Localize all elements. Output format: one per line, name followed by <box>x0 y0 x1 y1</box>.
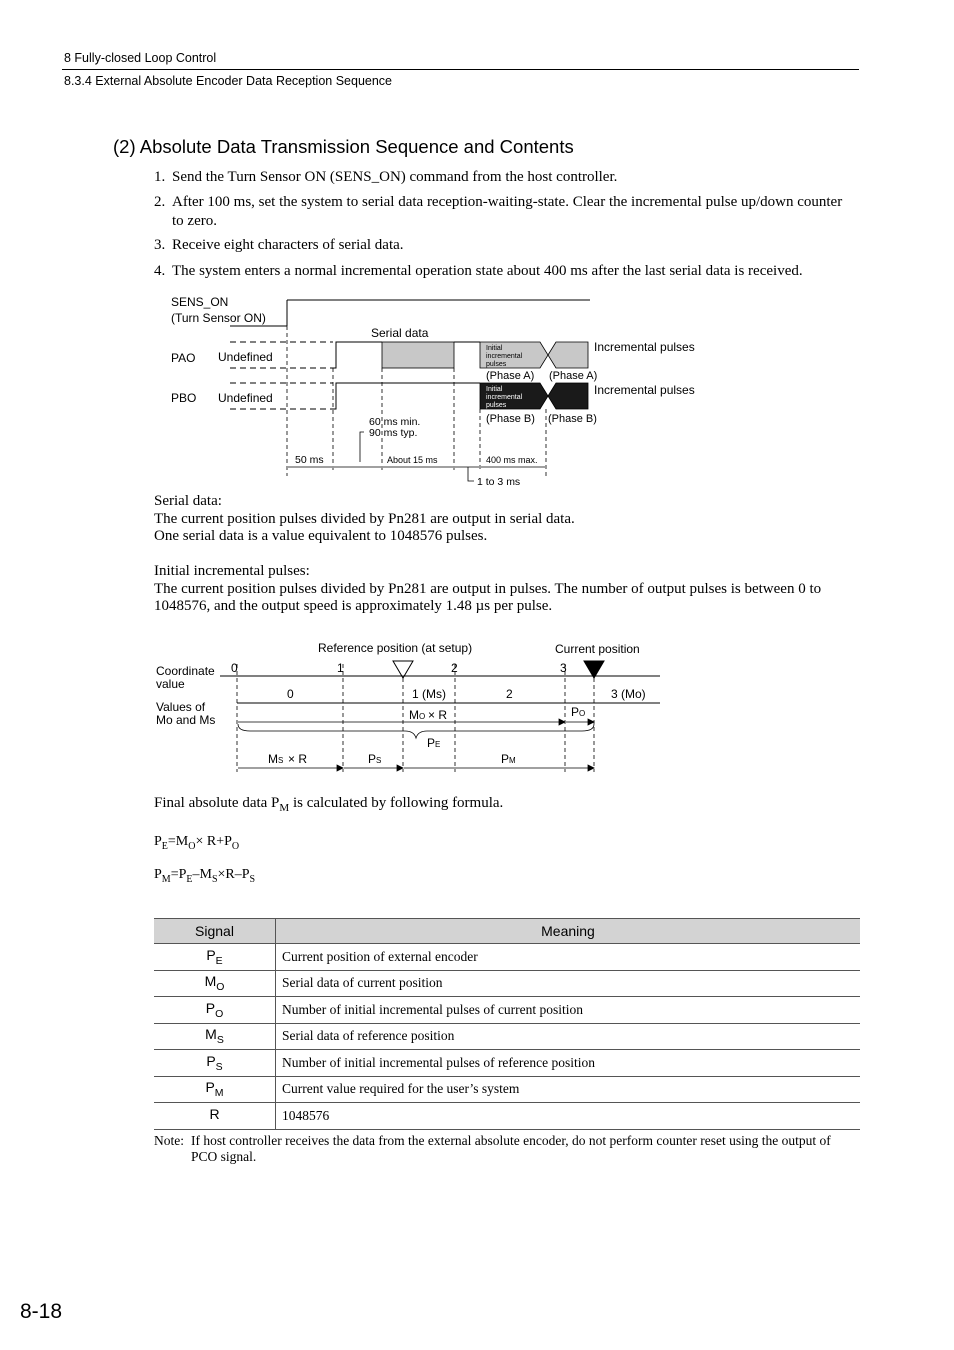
incremental-pulses-a-label: Incremental pulses <box>594 340 695 354</box>
initial-b-text-1: Initial <box>486 386 503 393</box>
step-number: 1. <box>154 169 166 185</box>
coord-3: 3 <box>560 661 567 675</box>
initial-pulses-note <box>154 563 859 616</box>
signal-subscript: M <box>214 1087 224 1100</box>
sens-on-sublabel: (Turn Sensor ON) <box>171 311 266 325</box>
meaning-cell: Number of initial incremental pulses of reference position <box>276 1050 861 1077</box>
table-row <box>154 1050 860 1077</box>
signal-cell <box>154 1023 276 1050</box>
sens-on-label: SENS_ON <box>171 295 229 309</box>
signal-table <box>154 918 860 1130</box>
pm-m: M <box>509 756 516 765</box>
f2-a: P <box>154 867 162 882</box>
signal-symbol: M <box>205 1026 217 1043</box>
ref-position-label: Reference position (at setup) <box>318 641 473 655</box>
ps-p: P <box>368 752 377 766</box>
step-text: After 100 ms, set the system to serial data reception-waiting-state. Clear the incremental pulse up/down counter to zero. <box>172 194 843 229</box>
serial-data-note <box>154 493 859 546</box>
table-row <box>154 944 860 971</box>
mo-r-x: × R <box>428 708 448 722</box>
ms-s: S <box>278 756 284 765</box>
t50-label: 50 ms <box>295 454 324 466</box>
chapter-header: 8 Fully-closed Loop Control <box>64 51 217 65</box>
pe-p: P <box>427 736 436 750</box>
po-p: P <box>571 705 580 719</box>
value-3-mo: 3 (Mo) <box>611 687 646 701</box>
initial-a-text-3: pulses <box>486 361 507 368</box>
pe-e: E <box>435 740 441 749</box>
incremental-pulses-a-block <box>548 342 588 368</box>
value-1-ms: 1 (Ms) <box>412 687 446 701</box>
signal-symbol: P <box>206 1052 216 1069</box>
typ-90-label: 90 ms typ. <box>369 427 418 439</box>
pbo-label: PBO <box>171 391 197 405</box>
signal-header: Signal <box>154 919 276 944</box>
step-number: 3. <box>154 237 166 253</box>
pe-brace <box>238 724 594 738</box>
meaning-cell: 1048576 <box>276 1103 861 1130</box>
signal-symbol: P <box>205 999 216 1016</box>
step-number: 4. <box>154 263 166 279</box>
table-row <box>154 1023 860 1050</box>
incremental-pulses-b-label: Incremental pulses <box>594 383 695 397</box>
meaning-cell: Current value required for the user’s system <box>276 1076 861 1103</box>
initial-b-text-2: incremental <box>486 394 523 401</box>
signal-subscript: O <box>215 1007 224 1020</box>
table-row <box>154 1076 860 1103</box>
pao-label: PAO <box>171 351 196 365</box>
meaning-header: Meaning <box>276 919 861 944</box>
sens-on-signal <box>230 300 590 326</box>
meaning-cell: Number of initial incremental pulses of current position <box>276 997 861 1024</box>
undefined-a-label: Undefined <box>218 350 273 364</box>
coord-label-1: Coordinate <box>156 664 215 678</box>
values-label-2: Mo and Ms <box>156 713 216 727</box>
formula-intro-b: is calculated by following formula. <box>289 795 504 811</box>
step-text: Receive eight characters of serial data. <box>172 237 404 253</box>
initial-a-text-1: Initial <box>486 345 503 352</box>
signal-symbol: M <box>204 973 217 990</box>
f2-d: E <box>186 873 193 885</box>
f1-b: E <box>161 840 168 852</box>
table-row <box>154 970 860 997</box>
signal-subscript: S <box>215 1060 223 1073</box>
signal-cell <box>154 1050 276 1077</box>
f2-h: S <box>249 873 256 885</box>
signal-subscript: O <box>216 981 225 994</box>
f2-e: –M <box>192 867 212 882</box>
section-header: 8.3.4 External Absolute Encoder Data Reception Sequence <box>64 74 392 88</box>
note-text: If host controller receives the data from the external absolute encoder, do not perform counter reset using the output of PCO signal. <box>191 1133 831 1164</box>
coord-1: 1 <box>337 661 344 675</box>
formula-intro-a: Final absolute data P <box>154 795 280 811</box>
t1to3-label: 1 to 3 ms <box>477 476 521 488</box>
f1-d: O <box>188 840 196 852</box>
signal-cell <box>154 944 276 971</box>
table-row <box>154 997 860 1024</box>
meaning-cell: Serial data of current position <box>276 970 861 997</box>
meaning-cell: Serial data of reference position <box>276 1023 861 1050</box>
t400-label: 400 ms max. <box>486 455 538 465</box>
serial-note-title: Serial data: <box>154 493 222 509</box>
value-2: 2 <box>506 687 513 701</box>
signal-symbol: P <box>206 946 216 963</box>
serial-note-line1: The current position pulses divided by Pn281 are output in serial data. <box>154 510 575 527</box>
f1-f: O <box>231 840 240 852</box>
values-label-1: Values of <box>156 700 206 714</box>
signal-cell <box>154 970 276 997</box>
phase-a-label-2: (Phase A) <box>549 370 598 382</box>
reference-position-icon <box>393 661 413 678</box>
section-title: (2) Absolute Data Transmission Sequence and Contents <box>113 136 574 157</box>
ms-x: × R <box>288 752 308 766</box>
formula-intro-sub: M <box>279 802 290 814</box>
f2-c: =P <box>170 867 187 882</box>
initial-note-title: Initial incremental pulses: <box>154 563 310 579</box>
ms-m: M <box>268 752 278 766</box>
signal-cell <box>154 1076 276 1103</box>
signal-cell <box>154 997 276 1024</box>
formula-pm <box>154 867 255 885</box>
signal-cell <box>154 1103 276 1130</box>
pbo-signal <box>333 383 480 409</box>
signal-subscript: S <box>216 1034 224 1047</box>
coord-label-2: value <box>156 677 185 691</box>
coord-0: 0 <box>231 661 238 675</box>
step-number: 2. <box>154 194 166 210</box>
serial-data-block <box>382 342 454 368</box>
min-60-bracket <box>360 432 364 462</box>
t15-label: About 15 ms <box>387 455 438 465</box>
position-diagram <box>0 630 954 780</box>
signal-subscript: E <box>215 954 223 967</box>
serial-note-line2: One serial data is a value equivalent to 1048576 pulses. <box>154 528 488 544</box>
initial-note-line1: The current position pulses divided by Pn281 are output in pulses. The number of output pulses is between 0 to 1048576, and the output speed is approximately 1.48 µs per pulse. <box>154 580 822 614</box>
f1-a: P <box>154 834 162 849</box>
mo-r-m: M <box>409 708 419 722</box>
initial-a-text-2: incremental <box>486 353 523 360</box>
table-header-row <box>154 919 860 944</box>
min-60-label: 60 ms min. <box>369 416 421 428</box>
f1-e: × R+P <box>195 834 232 849</box>
value-0: 0 <box>287 687 294 701</box>
footnote <box>154 1133 859 1165</box>
mo-r-o: O <box>419 712 426 721</box>
table-row <box>154 1103 860 1130</box>
undefined-b-label: Undefined <box>218 391 273 405</box>
timing-diagram <box>0 0 954 500</box>
po-o: O <box>579 709 586 718</box>
serial-data-label: Serial data <box>371 326 429 340</box>
signal-symbol: R <box>209 1105 220 1122</box>
ps-s: S <box>376 756 382 765</box>
formula-pe <box>154 834 239 852</box>
incremental-pulses-b-block <box>548 383 588 409</box>
signal-symbol: P <box>205 1079 215 1096</box>
step-text: The system enters a normal incremental operation state about 400 ms after the last serial data is received. <box>172 263 803 279</box>
initial-b-text-3: pulses <box>486 402 507 409</box>
phase-a-label-1: (Phase A) <box>486 370 535 382</box>
f2-b: M <box>161 873 171 885</box>
f1-c: =M <box>167 834 189 849</box>
formula-intro <box>154 795 859 818</box>
coord-2: 2 <box>451 661 458 675</box>
f2-f: S <box>211 873 218 885</box>
current-position-icon <box>584 661 604 678</box>
f2-g: ×R–P <box>217 867 250 882</box>
pm-p: P <box>501 752 510 766</box>
phase-b-label-1: (Phase B) <box>486 413 535 425</box>
meaning-cell: Current position of external encoder <box>276 944 861 971</box>
page-number: 8-18 <box>20 1300 63 1323</box>
step-text: Send the Turn Sensor ON (SENS_ON) command from the host controller. <box>172 169 618 185</box>
cur-position-label: Current position <box>555 642 640 656</box>
phase-b-label-2: (Phase B) <box>548 413 597 425</box>
note-label: Note: <box>154 1133 184 1148</box>
